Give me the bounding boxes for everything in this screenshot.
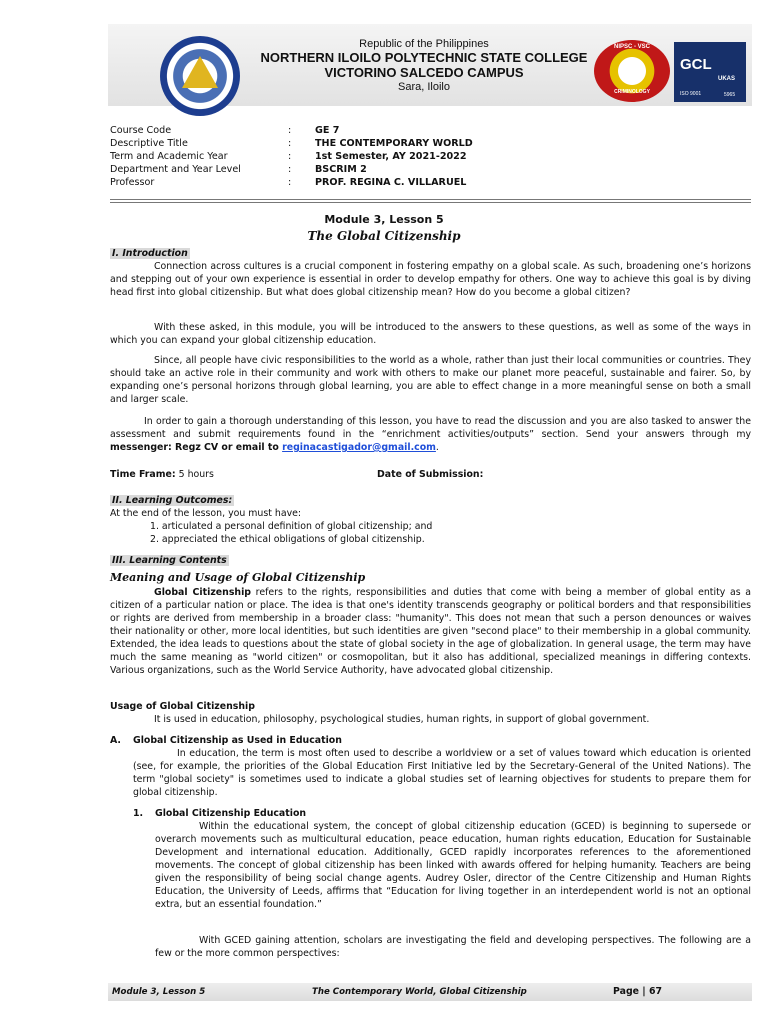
definition-paragraph: Global Citizenship refers to the rights, responsibilities and duties that come with being a member of global entity as a citizen of a particular nation or place. The idea is that one's identity transcends geography or political borders and that responsibilities or rights are derived from membership in a broader class: "humanity". This does not mean that such a person denounces or waives their nationality or other, more local identities, but such identities are given "second place" to their membership in a global community. Extended, the idea leads to questions about the state of global society in the age of globalization. In general usage, the term may have much the same meaning as "world citizen" or cosmopolitan, but it also has additional, specialized meanings in differing contexts. Various organizations, such as the World Service Authority, have advocated global citizenship. xyxy=(110,587,751,676)
criminology-logo: NIPSC - VSC CRIMINOLOGY xyxy=(594,40,670,102)
outcome-item: 2. appreciated the ethical obligations of global citizenship. xyxy=(150,534,425,545)
campus-name: VICTORINO SALCEDO CAMPUS xyxy=(324,65,524,80)
footer-course: The Contemporary World, Global Citizenship xyxy=(312,987,527,997)
footer-module: Module 3, Lesson 5 xyxy=(112,987,206,997)
course-info-row: Course Code : GE 7 xyxy=(110,125,340,136)
gced-perspectives-paragraph: With GCED gaining attention, scholars are investigating the field and developing perspectives. The following are a few or the more common perspectives: xyxy=(155,935,751,959)
learning-outcomes-heading: II. Learning Outcomes: xyxy=(112,495,233,506)
college-seal-logo xyxy=(160,36,240,116)
intro-paragraph-instructions: In order to gain a thorough understanding of this lesson, you have to read the discussion and you are also tasked to answer the assessment and submit requirements found in the “enrichment activities/outputs” section. Send your answers through my messenger: Regz CV or email to reginacastigador@gmail.com. xyxy=(110,416,751,453)
meaning-usage-heading: Meaning and Usage of Global Citizenship xyxy=(110,571,366,584)
intro-paragraph: Since, all people have civic responsibilities to the world as a whole, rather than just their local communities or countries. They should take an active role in their community and work with others to make our planet more peaceful, sustainable and fairer. So, by expanding one’s personal horizons through global learning, you are able to effect change in a more meaningful sense on both a small and larger scale. xyxy=(110,355,751,405)
college-name: NORTHERN ILOILO POLYTECHNIC STATE COLLEGE xyxy=(260,50,588,65)
email-link[interactable]: reginacastigador@gmail.com xyxy=(282,442,436,453)
intro-paragraph: With these asked, in this module, you will be introduced to the answers to these questions, as well as some of the ways in which you can expand your global citizenship education. xyxy=(110,322,751,346)
page-number: Page | 67 xyxy=(613,986,663,997)
introduction-heading: I. Introduction xyxy=(112,248,188,259)
intro-paragraph: Connection across cultures is a crucial component in fostering empathy on a global scale. As such, broadening one’s horizons and stepping out of your own experience is essential in order to develop empathy for others. One way to achieve this goal is by diving head first into global citizenship. But what does global citizenship mean? How do you become a global citizen? xyxy=(110,261,751,298)
usage-text: It is used in education, philosophy, psychological studies, human rights, in support of global government. xyxy=(154,714,650,725)
section-a-paragraph: In education, the term is most often used to describe a worldview or a set of values toward which education is oriented (see, for example, the priorities of the Global Education First Initiative led by the Secretary-General of the United Nations). The term "global society" is sometimes used to indicate a global studies set of learning objectives for students to prepare them for global citizenship. xyxy=(133,748,751,798)
outcomes-lead: At the end of the lesson, you must have: xyxy=(110,508,302,519)
course-info-row: Term and Academic Year : 1st Semester, AY 2021-2022 xyxy=(110,151,467,162)
course-info-row: Professor : PROF. REGINA C. VILLARUEL xyxy=(110,177,467,188)
module-label: Module 3, Lesson 5 xyxy=(324,213,444,226)
date-of-submission: Date of Submission: xyxy=(377,469,484,480)
college-header xyxy=(240,38,608,93)
usage-heading: Usage of Global Citizenship xyxy=(110,701,255,712)
divider xyxy=(110,202,751,203)
section-a-heading: Global Citizenship as Used in Education xyxy=(133,735,342,746)
item-1-label: 1. xyxy=(133,808,144,819)
course-info-row: Department and Year Level : BSCRIM 2 xyxy=(110,164,367,175)
outcome-item: 1. articulated a personal definition of global citizenship; and xyxy=(150,521,433,532)
item-1-heading: Global Citizenship Education xyxy=(155,808,307,819)
course-info-table xyxy=(110,125,670,190)
republic-line: Republic of the Philippines xyxy=(359,38,489,50)
gcl-certification-logo: GCL UKAS ISO 9001 5965 xyxy=(674,42,746,102)
time-frame: Time Frame: 5 hours xyxy=(110,469,214,480)
gced-paragraph: Within the educational system, the concept of global citizenship education (GCED) is beginning to supersede or overarch movements such as multicultural education, peace education, human rights education, Education for Sustainable Development and international education. Additionally, GCED rapidly incorporates references to the aforementioned movements. The concept of global citizenship has been linked with awards offered for helping humanity. Teachers are being given the responsibility of being social change agents. Audrey Osler, director of the Centre Citizenship and Human Rights Education, the University of Leeds, affirms that “Education for living together in an interdependent world is not an optional extra, but an essential foundation.” xyxy=(155,821,751,910)
section-a-label: A. xyxy=(110,735,121,746)
learning-contents-heading: III. Learning Contents xyxy=(112,555,227,566)
town-name: Sara, Iloilo xyxy=(398,81,450,93)
lesson-title: The Global Citizenship xyxy=(307,229,461,243)
seal-triangle-icon xyxy=(182,56,218,88)
divider xyxy=(110,199,751,200)
course-info-row: Descriptive Title : THE CONTEMPORARY WORLD xyxy=(110,138,473,149)
